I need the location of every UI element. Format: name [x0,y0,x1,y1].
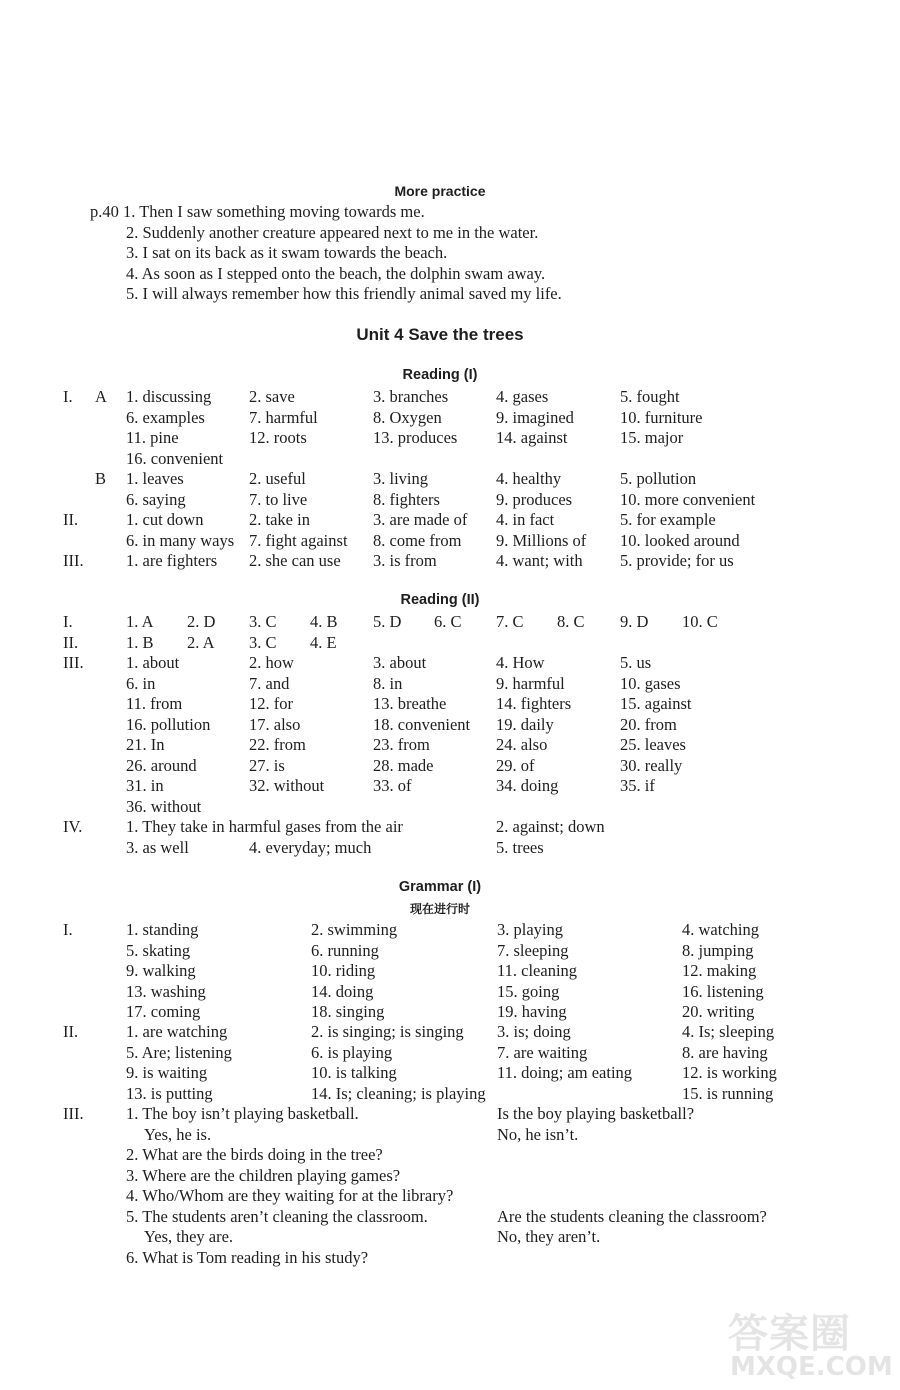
answer-item: 3. as well [126,838,189,857]
answer-item: 29. of [496,755,535,775]
answer-item: 12. roots [249,428,307,447]
answer-item: 7. are waiting [497,1042,588,1062]
answer-item: 10. more convenient [620,489,756,509]
answer-sentence: No, he isn’t. [497,1124,579,1144]
answer-item: 27. is [249,755,285,775]
part-label: I. [63,920,73,939]
answer-item: 10. furniture [620,407,703,427]
section-heading-more-practice: More practice [394,183,486,199]
answer-item: 24. also [496,735,548,754]
answer-item: 19. having [497,1002,567,1021]
answer-item: 25. leaves [620,735,686,754]
answer-item: 6. saying [126,489,186,509]
answer-item: 8. fighters [373,489,440,509]
answer-item: 2. D [187,612,216,631]
answer-item: 3. living [373,469,429,488]
answer-item: 6. examples [126,407,205,427]
answer-item: 14. fighters [496,694,572,713]
answer-item: 14. against [496,428,568,447]
answer-item: 8. are having [682,1042,768,1062]
answer-item: 31. in [126,776,164,795]
answer-item: 3. playing [497,920,563,939]
answer-item: 3. is; doing [497,1022,571,1041]
answer-item: 28. made [373,755,434,775]
practice-line: 4. As soon as I stepped onto the beach, the dolphin swam away. [126,263,546,283]
answer-item: 1. are watching [126,1022,228,1041]
answer-sentence: 5. The students aren’t cleaning the classroom. [126,1206,428,1226]
answer-item: 1. They take in harmful gases from the air [126,817,403,836]
answer-item: 1. A [126,612,154,631]
answer-sentence: 6. What is Tom reading in his study? [126,1247,369,1267]
answer-item: 4. everyday; much [249,838,372,857]
answer-item: 30. really [620,755,683,775]
answer-item: 20. from [620,714,677,734]
answer-item: 3. C [249,612,277,631]
watermark-text: 答案圈 [728,1311,851,1357]
answer-item: 16. listening [682,981,764,1001]
watermark-logo [728,1302,898,1386]
answer-item: 1. B [126,633,154,652]
section-heading-reading-2: Reading (II) [400,592,480,608]
answer-sentence: No, they aren’t. [497,1227,601,1246]
answer-item: 1. cut down [126,510,204,529]
answer-item: 35. if [620,776,655,795]
answer-item: 15. going [497,981,560,1001]
answer-item: 5. for example [620,510,716,529]
section-heading-grammar-1: Grammar (I) [398,879,482,895]
answer-item: 10. C [682,612,718,631]
answer-item: 15. against [620,694,692,713]
answer-item: 3. is from [373,551,437,570]
answer-item: 5. D [373,612,402,631]
practice-line: 5. I will always remember how this friendly animal saved my life. [126,284,562,304]
answer-item: 10. riding [311,961,376,980]
answer-sentence: 1. The boy isn’t playing basketball. [126,1104,359,1123]
answer-item: 11. pine [126,428,179,447]
answer-item: 19. daily [496,714,554,734]
answer-item: 9. walking [126,961,196,980]
answer-item: 12. is working [682,1063,777,1082]
answer-item: 9. imagined [496,407,574,427]
answer-item: 6. in many ways [126,530,235,550]
answer-item: 1. are fighters [126,551,218,570]
answer-item: 15. major [620,428,684,447]
answer-item: 6. is playing [311,1042,393,1062]
watermark-url: MXQE.COM [730,1352,893,1382]
answer-item: 8. C [557,612,585,631]
answer-item: 12. making [682,961,757,980]
answer-item: 1. discussing [126,387,212,406]
subpart-label: B [95,469,107,488]
answer-item: 9. Millions of [496,530,587,550]
answer-item: 4. gases [496,387,549,406]
answer-item: 5. provide; for us [620,551,734,570]
subpart-label: A [95,387,107,406]
answer-item: 14. doing [311,981,374,1001]
answer-sentence: Yes, they are. [144,1227,234,1246]
answer-item: 32. without [249,776,325,795]
answer-item: 4. Is; sleeping [682,1022,775,1041]
answer-item: 8. in [373,673,403,693]
answer-item: 5. pollution [620,469,697,488]
unit-title: Unit 4 Save the trees [356,325,524,344]
part-label: IV. [63,817,83,836]
answer-item: 7. fight against [249,530,348,550]
answer-item: 16. convenient [126,448,224,468]
answer-item: 2. A [187,633,215,652]
answer-item: 18. convenient [373,714,471,734]
answer-item: 1. standing [126,920,199,939]
answer-item: 10. gases [620,673,681,693]
answer-item: 13. is putting [126,1083,213,1103]
answer-item: 16. pollution [126,714,211,734]
answer-item: 6. running [311,940,379,960]
answer-item: 7. C [496,612,524,631]
answer-item: 4. How [496,653,545,672]
answer-item: 4. want; with [496,551,583,570]
answer-item: 5. us [620,653,652,672]
answer-item: 5. trees [496,838,544,857]
answer-item: 4. E [310,633,337,652]
answer-item: 5. fought [620,387,680,406]
answer-item: 8. come from [373,530,462,550]
section-subheading-grammar: 现在进行时 [409,902,470,916]
answer-item: 3. C [249,633,277,652]
part-label: III. [63,551,84,570]
answer-item: 10. looked around [620,530,740,550]
answer-item: 9. harmful [496,673,565,693]
practice-line: 2. Suddenly another creature appeared next to me in the water. [126,222,539,242]
answer-item: 20. writing [682,1002,755,1021]
answer-item: 13. washing [126,981,206,1001]
practice-line: 3. I sat on its back as it swam towards the beach. [126,243,448,263]
answer-item: 22. from [249,735,306,754]
answer-item: 1. about [126,653,180,672]
answer-item: 14. Is; cleaning; is playing [311,1083,486,1103]
answer-item: 18. singing [311,1002,385,1021]
answer-item: 17. also [249,714,301,734]
answer-item: 9. D [620,612,649,631]
answer-item: 3. branches [373,387,449,406]
answer-item: 5. skating [126,940,191,960]
part-label: I. [63,612,73,631]
answer-item: 5. Are; listening [126,1042,232,1062]
answer-item: 36. without [126,796,202,816]
answer-item: 15. is running [682,1083,774,1103]
answer-item: 12. for [249,694,293,713]
answer-sentence: Yes, he is. [144,1124,212,1144]
answer-item: 7. sleeping [497,940,569,960]
answer-item: 7. to live [249,489,308,509]
answer-sentence: 2. What are the birds doing in the tree? [126,1145,383,1164]
answer-item: 2. useful [249,469,306,488]
answer-item: 2. swimming [311,920,398,939]
practice-line: p.40 1. Then I saw something moving towards me. [90,202,425,221]
answer-item: 7. and [249,673,290,693]
answer-item: 2. is singing; is singing [311,1022,464,1041]
answer-sentence: 4. Who/Whom are they waiting for at the library? [126,1186,454,1205]
answer-item: 2. take in [249,510,310,529]
part-label: I. [63,387,73,406]
answer-item: 17. coming [126,1002,201,1021]
answer-item: 10. is talking [311,1063,397,1082]
answer-item: 34. doing [496,776,559,795]
answer-item: 13. breathe [373,694,447,713]
answer-item: 11. doing; am eating [497,1063,633,1082]
answer-item: 6. C [434,612,462,631]
answer-item: 1. leaves [126,469,184,488]
answer-item: 7. harmful [249,407,318,427]
answer-item: 2. save [249,387,295,406]
answer-sentence: Is the boy playing basketball? [497,1104,695,1123]
answer-sentence: 3. Where are the children playing games? [126,1165,401,1185]
answer-item: 11. from [126,694,183,713]
part-label: III. [63,653,84,672]
answer-item: 4. healthy [496,469,562,488]
part-label: III. [63,1104,84,1123]
part-label: II. [63,1022,79,1041]
answer-item: 13. produces [373,428,458,447]
answer-item: 8. jumping [682,940,754,960]
answer-item: 2. against; down [496,817,605,836]
part-label: II. [63,510,79,529]
answer-item: 6. in [126,673,156,693]
answer-item: 3. are made of [373,510,468,529]
section-heading-reading-1: Reading (I) [402,367,478,383]
answer-item: 26. around [126,755,197,775]
part-label: II. [63,633,79,652]
answer-item: 4. watching [682,920,759,939]
answer-sentence: Are the students cleaning the classroom? [497,1206,767,1226]
answer-item: 9. is waiting [126,1063,208,1082]
answer-item: 23. from [373,735,430,754]
answer-item: 9. produces [496,489,573,509]
answer-item: 4. in fact [496,510,555,529]
answer-item: 21. In [126,735,165,754]
answer-item: 33. of [373,776,412,795]
answer-item: 2. she can use [249,551,341,570]
answer-item: 2. how [249,653,294,672]
answer-item: 8. Oxygen [373,407,442,427]
answer-item: 4. B [310,612,338,631]
answer-item: 11. cleaning [497,961,578,980]
answer-item: 3. about [373,653,427,672]
